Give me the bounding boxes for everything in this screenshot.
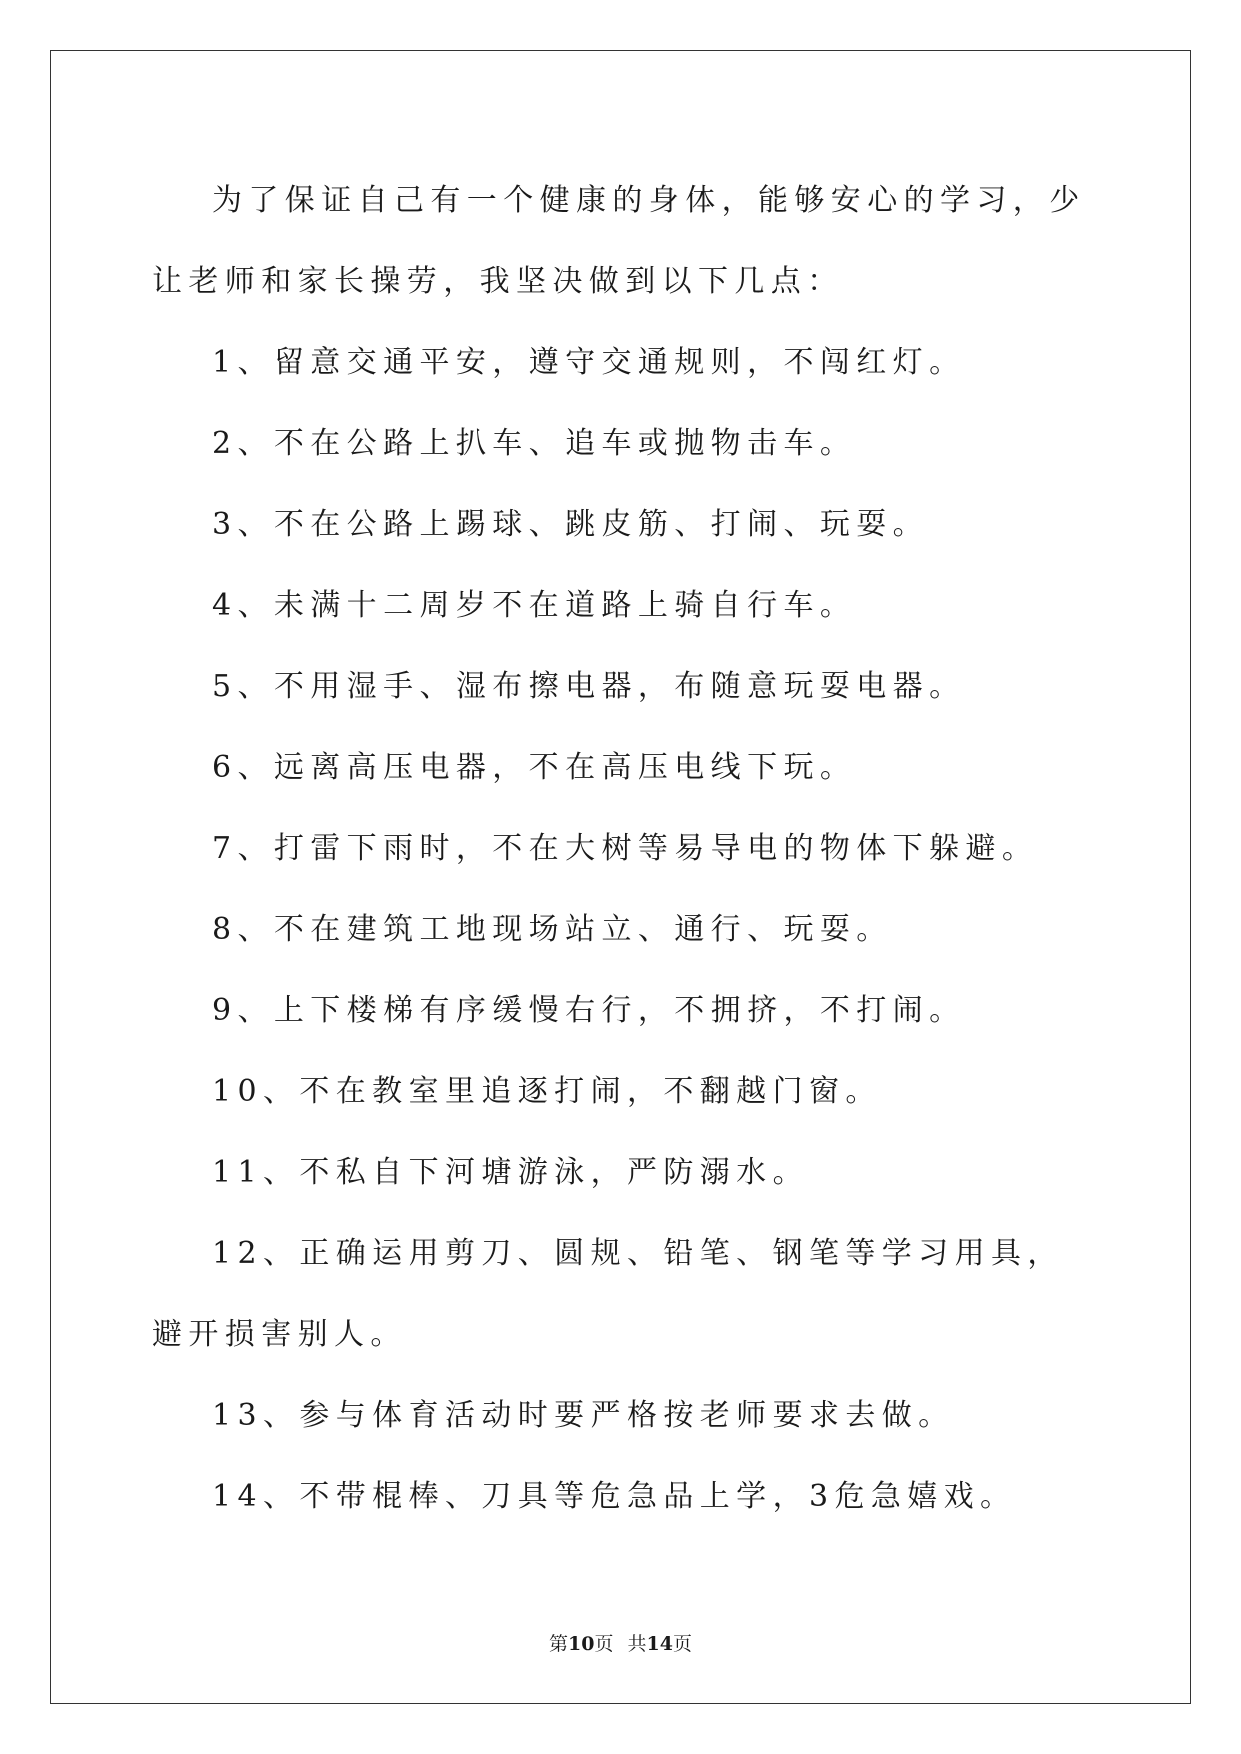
rule-item-13: 13、参与体育活动时要严格按老师要求去做。 xyxy=(212,1398,955,1433)
rule-item-2: 2、不在公路上扒车、追车或抛物击车。 xyxy=(212,426,857,461)
page-footer xyxy=(0,1632,1241,1656)
total-prefix: 共 xyxy=(627,1633,647,1655)
rule-item-5: 5、不用湿手、湿布擦电器，布随意玩耍电器。 xyxy=(212,669,966,704)
rule-item-11: 11、不私自下河塘游泳，严防溺水。 xyxy=(212,1155,809,1190)
rule-item-12: 12、正确运用剪刀、圆规、铅笔、钢笔等学习用具，避开损害别人。 xyxy=(152,1236,1064,1352)
rule-item-4: 4、未满十二周岁不在道路上骑自行车。 xyxy=(212,588,857,623)
rule-item-8: 8、不在建筑工地现场站立、通行、玩耍。 xyxy=(212,912,893,947)
rule-item-7: 7、打雷下雨时，不在大树等易导电的物体下躲避。 xyxy=(212,831,1039,866)
rule-item-14: 14、不带棍棒、刀具等危急品上学，3危急嬉戏。 xyxy=(212,1479,1017,1514)
rule-item-6: 6、远离高压电器，不在高压电线下玩。 xyxy=(212,750,857,785)
intro-paragraph: 为了保证自己有一个健康的身体，能够安心的学习，少让老师和家长操劳，我坚决做到以下几点： xyxy=(152,183,1086,299)
rule-item-1: 1、留意交通平安，遵守交通规则，不闯红灯。 xyxy=(212,345,966,380)
total-suffix: 页 xyxy=(672,1633,692,1655)
page-number: 10 xyxy=(568,1633,595,1655)
page-suffix: 页 xyxy=(594,1633,614,1655)
total-pages: 14 xyxy=(646,1633,673,1655)
rule-item-9: 9、上下楼梯有序缓慢右行，不拥挤，不打闹。 xyxy=(212,993,966,1028)
page-prefix: 第 xyxy=(549,1633,569,1655)
rule-item-10: 10、不在教室里追逐打闹，不翻越门窗。 xyxy=(212,1074,882,1109)
document-body xyxy=(152,160,1092,1537)
rule-item-3: 3、不在公路上踢球、跳皮筋、打闹、玩耍。 xyxy=(212,507,930,542)
